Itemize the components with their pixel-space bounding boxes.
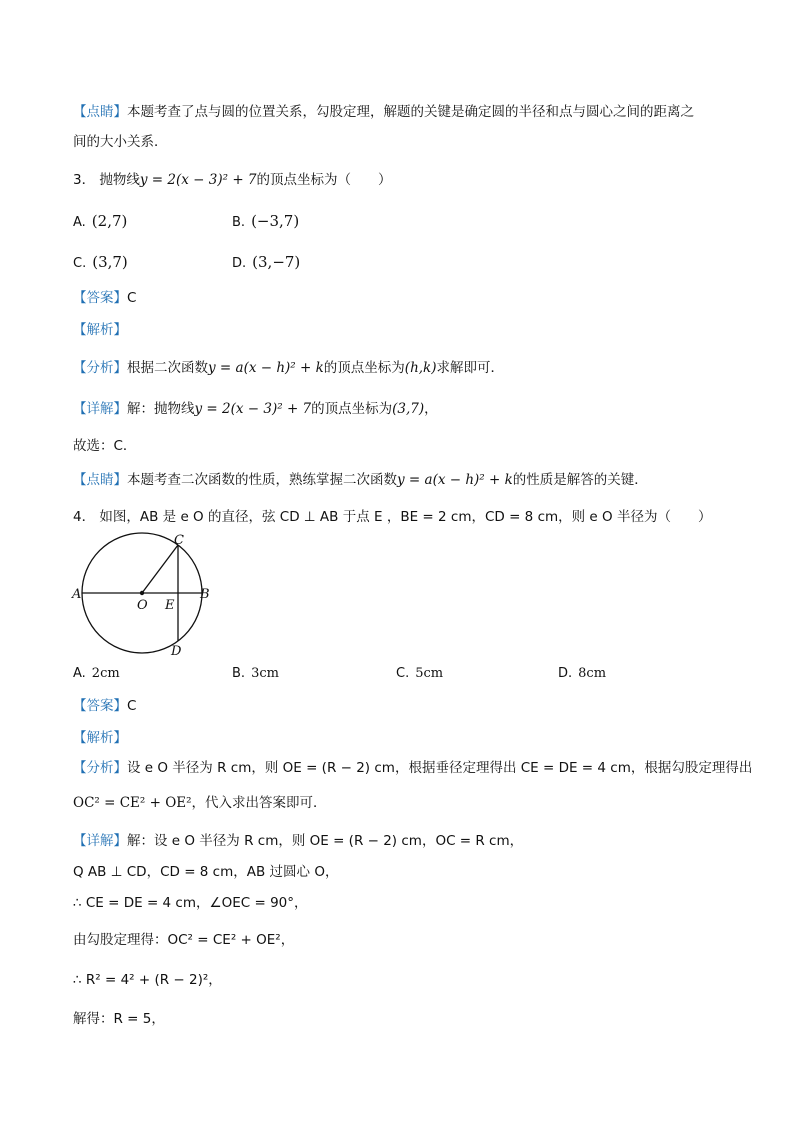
xiangjie-mid: 的顶点坐标为 (311, 401, 393, 417)
radius-oc (142, 545, 178, 593)
q4-step-1 (73, 831, 523, 851)
answer-tag: 【答案】 (73, 698, 127, 714)
solution-step: ∴ R² = 4² + (R − 2)²， (73, 972, 222, 988)
solution-step: ∴ CE = DE = 4 cm，∠OEC = 90°， (73, 895, 308, 911)
q4-option-b (232, 664, 279, 684)
fenxi-post: 求解即可． (436, 360, 504, 376)
answer-value: C (127, 698, 137, 714)
dianjing-line-1 (73, 102, 694, 122)
q4-step-2 (73, 862, 338, 882)
option-letter: A. (73, 215, 86, 230)
jiexi-tag: 【解析】 (73, 730, 127, 746)
q3-dianjing (73, 470, 648, 490)
q3-guxuan (73, 436, 136, 456)
solution-step: 由勾股定理得：OC² = CE² + OE²， (73, 932, 295, 948)
q4-option-a (73, 664, 120, 684)
q3-option-a (73, 211, 127, 233)
dianjing-formula: y = a(x − h)² + k (397, 472, 513, 488)
xiangjie-pre: 解：抛物线 (127, 401, 195, 417)
option-letter: A. (73, 666, 86, 681)
q3-jiexi (73, 320, 127, 340)
fenxi-tag: 【分析】 (73, 360, 127, 376)
guxuan-text: 故选：C． (73, 438, 137, 454)
q3-answer (73, 288, 136, 308)
dianjing-line-2 (73, 132, 168, 152)
option-letter: B. (232, 666, 246, 681)
option-letter: D. (558, 666, 573, 681)
option-value: 2cm (91, 666, 120, 681)
label-b: B (200, 587, 210, 602)
q4-fenxi-1 (73, 758, 752, 778)
option-letter: B. (232, 215, 246, 230)
answer-value: C (127, 290, 137, 306)
q3-stem-pre: 3． 抛物线 (73, 172, 140, 188)
q3-option-b (232, 211, 299, 233)
q4-stem (73, 507, 711, 527)
label-d: D (171, 644, 182, 659)
q3-option-c (73, 252, 128, 274)
option-value: (−3,7) (251, 212, 300, 230)
dianjing-pre: 本题考查二次函数的性质，熟练掌握二次函数 (127, 472, 397, 488)
label-e: E (165, 598, 175, 613)
solution-step: Q AB ⊥ CD，CD = 8 cm，AB 过圆心 O， (73, 864, 339, 880)
q4-step-6 (73, 1009, 165, 1029)
option-letter: D. (232, 256, 247, 271)
center-point-o (140, 591, 144, 595)
fenxi-formula: y = a(x − h)² + k (208, 360, 324, 376)
q3-option-d (232, 252, 300, 274)
option-value: 5cm (415, 666, 444, 681)
label-a: A (72, 587, 82, 602)
xiangjie-tag: 【详解】 (73, 401, 127, 417)
jiexi-tag: 【解析】 (73, 322, 127, 338)
q3-xiangjie (73, 399, 438, 419)
q4-step-5 (73, 970, 222, 990)
label-o: O (137, 598, 148, 613)
fenxi-line-1: 设 e O 半径为 R cm，则 OE = (R − 2) cm，根据垂径定理得出 CE = DE = 4 cm，根据勾股定理得出 (127, 760, 753, 776)
option-letter: C. (396, 666, 410, 681)
fenxi-tag: 【分析】 (73, 760, 127, 776)
xiangjie-point: (3,7) (392, 401, 425, 417)
label-c: C (174, 533, 184, 548)
q3-stem-post: 的顶点坐标为（ ） (256, 172, 392, 188)
q4-option-c (396, 664, 443, 684)
q4-step-4 (73, 930, 294, 950)
q4-answer (73, 696, 136, 716)
dianjing-text-b: 间的大小关系． (73, 134, 168, 150)
q4-fenxi-2 (73, 793, 327, 813)
option-value: 3cm (251, 666, 279, 681)
circle-diagram (66, 530, 226, 660)
dianjing-tag: 【点睛】 (73, 472, 127, 488)
fenxi-point: (h,k) (404, 360, 437, 376)
q3-stem (73, 170, 392, 190)
fenxi-line-2: OC² = CE² + OE²，代入求出答案即可． (73, 795, 327, 811)
solution-step: 解：设 e O 半径为 R cm，则 OE = (R − 2) cm，OC = R cm， (127, 833, 524, 849)
xiangjie-post: ， (424, 401, 438, 417)
option-letter: C. (73, 256, 87, 271)
dianjing-text-a: 本题考查了点与圆的位置关系，勾股定理，解题的关键是确定圆的半径和点与圆心之间的距离之 (127, 104, 694, 120)
option-value: (3,−7) (252, 253, 301, 271)
q4-option-d (558, 664, 606, 684)
fenxi-mid: 的顶点坐标为 (323, 360, 405, 376)
q3-formula: y = 2(x − 3)² + 7 (139, 172, 257, 188)
q4-jiexi (73, 728, 127, 748)
answer-tag: 【答案】 (73, 290, 127, 306)
option-value: 8cm (578, 666, 607, 681)
q4-step-3 (73, 893, 308, 913)
dianjing-tag: 【点睛】 (73, 104, 127, 120)
solution-step: 解得：R = 5， (73, 1011, 165, 1027)
dianjing-post: 的性质是解答的关键． (512, 472, 648, 488)
xiangjie-formula: y = 2(x − 3)² + 7 (194, 401, 312, 417)
q4-stem-text: 4． 如图，AB 是 e O 的直径，弦 CD ⊥ AB 于点 E ，BE = 2 cm，CD = 8 cm，则 e O 半径为（ ） (73, 509, 712, 525)
xiangjie-tag: 【详解】 (73, 833, 127, 849)
fenxi-pre: 根据二次函数 (127, 360, 208, 376)
option-value: (2,7) (91, 212, 128, 230)
q3-fenxi (73, 358, 504, 378)
option-value: (3,7) (92, 253, 128, 271)
